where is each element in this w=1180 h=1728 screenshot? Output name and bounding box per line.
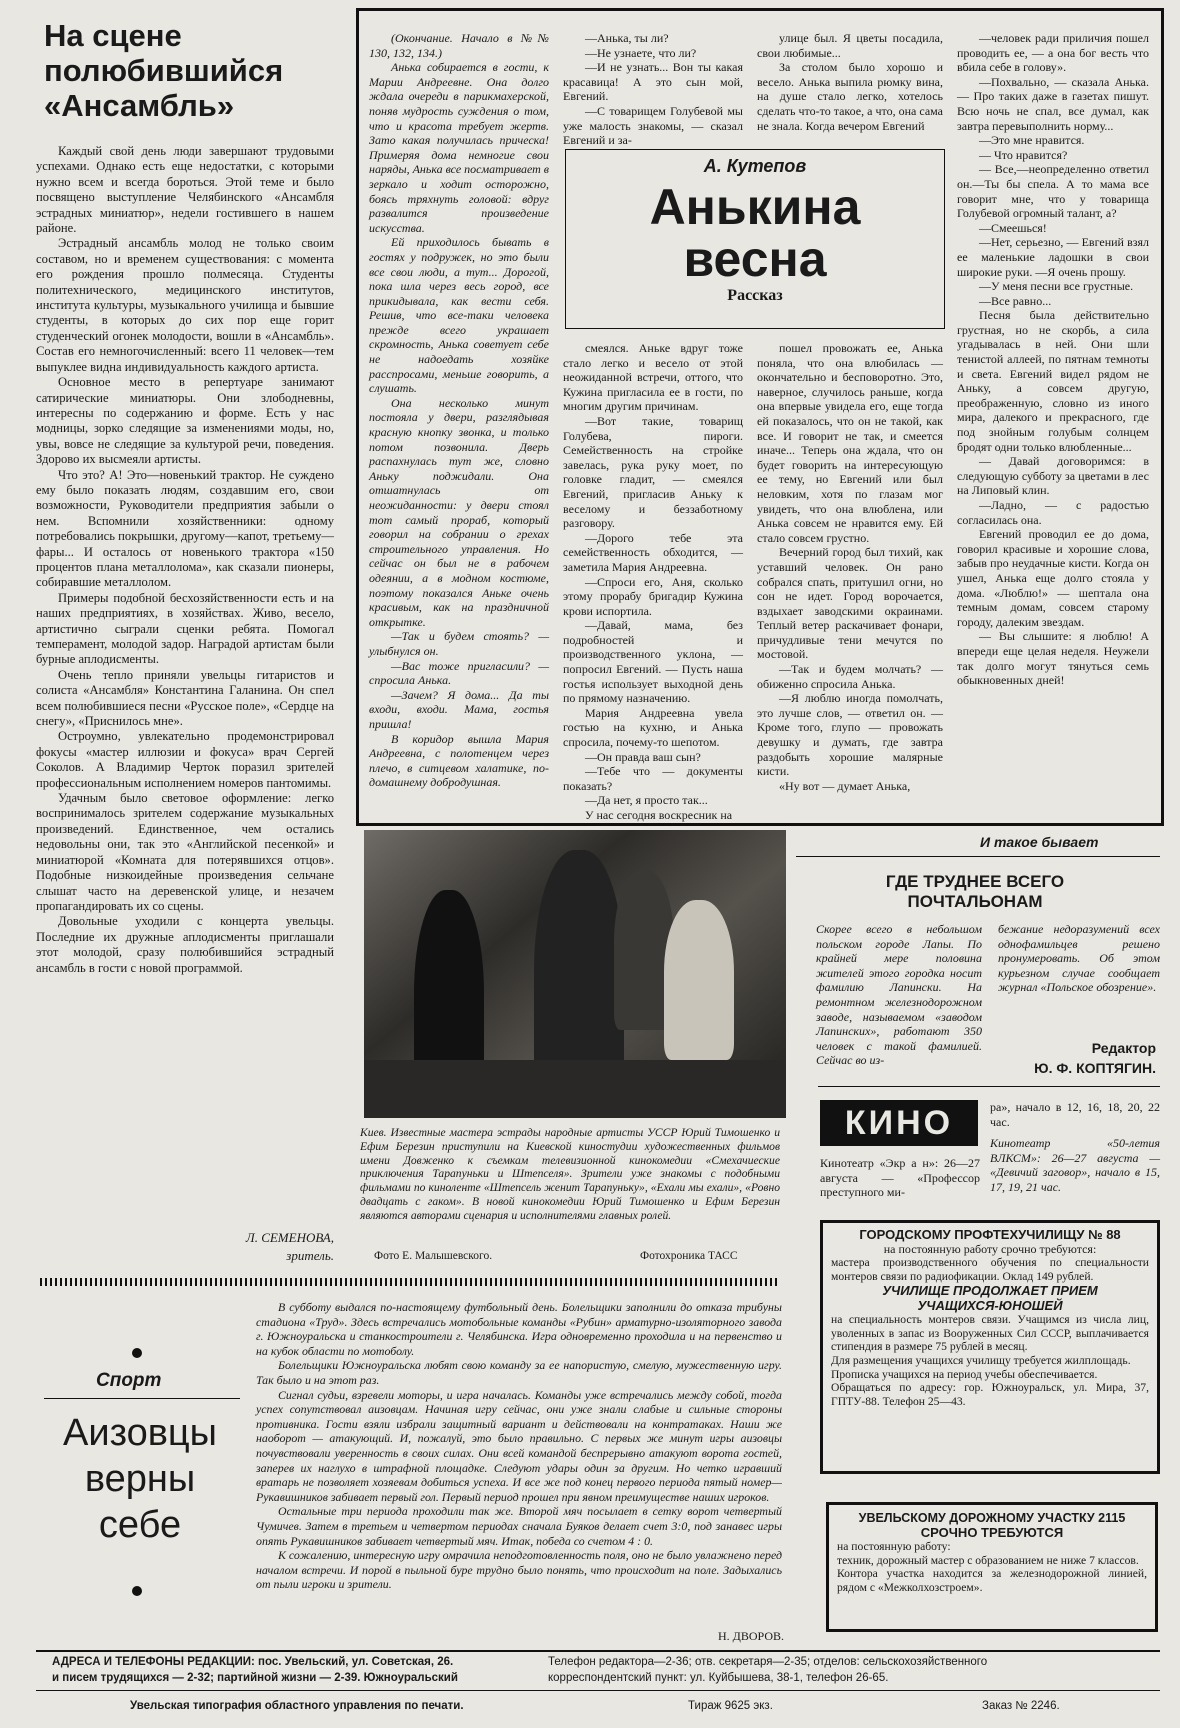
story-paragraph: —У меня песни все грустные.: [979, 279, 1134, 294]
ensemble-paragraph: Остроумно, увлекательно продемонстрировал фокусы «мастер иллюзии и фокуса» врач Сергей Соколов. А Владимир Черток поразил зрителей профессиональным исполнением номеров пантомимы.: [36, 729, 334, 790]
story-paragraph: —Похвально, — сказала Анька. — Про таких даже в газетах пишут. Всю ночь не спал, все думал, как завтра перевыполнить норму...: [957, 74, 1149, 133]
story-paragraph: Она несколько минут постояла у двери, разглядывая красную кнопку звонка, и только потом позвонила. Дверь распахнулась тут же, словно Аньку поджидали. Она отшатнулась от неожиданности: у двери стоял тот самый прораб, который говорил на собрании о грехах строительного управления. Но сейчас он был не в рабочем одеянии, а в модном костюме, поэтому показался Аньке очень красивым, как на праздничной открытке.: [369, 395, 549, 629]
kino-left: Кинотеатр «Экр а н»: 26—27 августа — «Профессор преступного ми-: [820, 1156, 980, 1200]
ensemble-author: Л. СЕМЕНОВА,: [245, 1230, 334, 1245]
road-line3: Контора участка находится за железнодорожной линией, рядом с «Межколхозстроем».: [837, 1567, 1147, 1594]
road-subtitle: СРОЧНО ТРЕБУЮТСЯ: [920, 1525, 1064, 1540]
pu88-line1: на постоянную работу срочно требуются:: [883, 1242, 1097, 1256]
sport-paragraph: Сигнал судьи, взревели моторы, и игра началась. Команды уже встречались между собой, тогда успех сопутствовал аизовцам. Начиная игру сейчас, они уже знали слабые и сильные стороны противника. Гости взяли избрали защитный вариант и действовали на контратаках. Наши же наоборот — атакующий. И, пожалуй, это было правильно. С первых же минут игры аизовцы почувствовали уверенность в своих силах. Они всей командой беспрерывно атакуют ворота гостей, заперев их наглухо в штрафной площадке. Следуют удары один за другим. Но четко игравший вратарь не позволяет хозяевам добиться успеха. И все же под конец первого периода пятый номер—Рукавишников забивает первый гол. Первый период прошел при явном преимуществе наших игроков.: [256, 1387, 782, 1504]
pu88-sub1: УЧИЛИЩЕ ПРОДОЛЖАЕТ ПРИЕМ: [882, 1283, 1098, 1299]
story-paragraph: пошел провожать ее, Анька поняла, что она влюбилась — окончательно и бесповоротно. Это, наверное, случилось раньше, когда она впервые увидела его, еще тогда ей показалось, что он не такой, как все. И говорит не так, и смеется иначе... Теперь она ждала, что он будет говорить на интересующую ее тему, но Евгений или был неловким, хотя по глазам мог увидеть, что она влюблена, или Анька совсем не нравится ему. Ей стало совсем грустно.: [757, 341, 943, 545]
story-paragraph: —Не узнаете, что ли?: [585, 45, 697, 60]
story-paragraph: —Спроси его, Аня, сколько этому прорабу бригадир Кужина крови испортила.: [563, 574, 743, 618]
sport-body: [256, 1300, 782, 1592]
ensemble-headline: На сцене полюбившийся «Ансамбль»: [44, 18, 284, 123]
sport-title-line1: Аизовцы: [63, 1412, 217, 1454]
story-paragraph: —И не узнать... Вон ты какая красавица! А это сын мой, Евгений.: [563, 60, 743, 104]
pu88-line6: Обращаться по адресу: гор. Южноуральск, ул. Мира, 37, ГПТУ-88. Телефон 25—43.: [831, 1381, 1149, 1408]
ensemble-paragraph: Основное место в репертуаре занимают сатирические миниатюры. Они злободневны, интересны по содержанию и форме. Есть у нас модницы, зорко следящие за изменениями моды, но, увы, вовсе не следящие за культурой речи, поведения. Здорово их высмеяли артисты.: [36, 375, 334, 467]
sport-title-line3: себе: [98, 1504, 182, 1546]
photo-actors: [364, 830, 786, 1118]
story-paragraph: —Да нет, я просто так...: [585, 793, 708, 808]
sport-divider: [40, 1278, 780, 1286]
postman-title: [810, 872, 1140, 912]
postman-rubric: И такое бывает: [980, 834, 1099, 850]
footer-address-left1: АДРЕСА И ТЕЛЕФОНЫ РЕДАКЦИИ: пос. Увельский, ул. Советская, 26.: [52, 1656, 454, 1668]
sport-title: [40, 1410, 240, 1548]
story-col4: [957, 31, 1149, 688]
story-paragraph: —Это мне нравится.: [979, 133, 1085, 148]
ensemble-body: [36, 144, 334, 976]
story-paragraph: —Давай, мама, без подробностей и производственного уклона, — попросил Евгений. — Пусть наша гостья использует выходной день по прямому назначению.: [563, 618, 743, 706]
story-paragraph: смеялся. Аньке вдруг тоже стало легко и весело от этой неожиданной встречи, оттого, что Кужина пригласила ее в гости, по многим другим причинам.: [563, 341, 743, 414]
story-paragraph: «Ну вот — думает Анька,: [779, 778, 911, 793]
story-paragraph: —Вас тоже пригласили? — спросила Анька.: [369, 658, 549, 688]
story-paragraph: Мария Андреевна увела гостью на кухню, и Анька спросила, почему-то шепотом.: [563, 705, 743, 750]
story-box: [356, 8, 1164, 826]
story-paragraph: Вечерний город был тихий, как уставший человек. Он рано собрался спать, притушил огни, но сон не идет. Город ворочается, вздыхает заводскими окраинами. Теплый ветер раскачивает фонари, причудливые тени мечутся по мостовой.: [757, 545, 943, 662]
pu88-line2: мастера производственного обучения по специальности монтеров связи по радиофикации. Оклад 149 рублей.: [831, 1256, 1149, 1283]
story-author: А. Кутепов: [703, 156, 807, 176]
editor-label: Редактор: [1091, 1040, 1156, 1056]
road-line2: техник, дорожный мастер с образованием не ниже 7 классов.: [837, 1553, 1139, 1567]
kino-right1: ра», начало в 12, 16, 18, 20, 22 час.: [990, 1100, 1160, 1129]
story-paragraph: За столом было хорошо и весело. Анька выпила рюмку вина, на душе стало легко, хотелось сделать что-то такое, а что, она сама не знала. Когда вечером Евгений: [757, 60, 943, 133]
story-paragraph: — Что нравится?: [979, 147, 1068, 162]
road-line1: на постоянную работу:: [837, 1540, 951, 1553]
pu88-title: ГОРОДСКОМУ ПРОФТЕХУЧИЛИЩУ № 88: [859, 1227, 1121, 1242]
sport-paragraph: К сожалению, интересную игру омрачила неподготовленность поля, оно не было увлажнено перед началом встречи. И порой в пыльной буре трудно было понять, что происходит на поле. Задыхались от пыли игроки и зрители.: [256, 1548, 782, 1592]
story-paragraph: улице был. Я цветы посадила, свои любимые...: [757, 31, 943, 60]
story-paragraph: —С товарищем Голубевой мы уже малость знакомы, — сказал Евгений и за-: [563, 103, 743, 148]
sport-paragraph: В субботу выдался по-настоящему футбольный день. Болельщики заполнили до отказа трибуны стадиона «Труд». Здесь встречались мотобольные команды «Рубин» арматурно-изоляторного завода г. Южноуральска и станкостроители г. Челябинска. Игра одновременно проходила и на первенство и на кубок области по мотоболу.: [256, 1300, 782, 1358]
story-paragraph: —человек ради приличия пошел проводить ее, — а она бог весть что вбила себе в голову».: [957, 31, 1149, 75]
pu88-line5: Прописка учащихся на период учебы обеспечивается.: [831, 1367, 1098, 1381]
sport-rubric: Спорт: [96, 1370, 162, 1391]
story-paragraph: —Я люблю иногда помолчать, это лучше слов, — ответил он. —Кроме того, глупо — провожать девушку и думать, где завтра раздобыть хорошие малярные кисти.: [757, 691, 943, 779]
footer-address-right2: корреспондентский пункт: ул. Куйбышева, 38-1, телефон 26-65.: [548, 1672, 889, 1684]
footer-address-left2: и писем трудящихся — 2-32; партийной жизни — 2-39. Южноуральский: [52, 1672, 458, 1684]
kino-logo: КИНО: [820, 1100, 978, 1146]
sport-author: Н. ДВОРОВ.: [717, 1629, 784, 1643]
story-col2b: [563, 341, 743, 823]
story-col1: [369, 31, 549, 790]
postman-title-line2: ПОЧТАЛЬОНАМ: [907, 892, 1043, 911]
story-paragraph: — Давай договоримся: в следующую субботу за цветами в лес на Липовый клин.: [957, 454, 1149, 498]
ensemble-paragraph: Каждый свой день люди завершают трудовыми успехами. Однако есть еще недостатки, с которыми нужно всем и всегда бороться. Этой теме и было посвящено выступление Челябинского «Ансамбля эстрадных миниатюр», недели гостившего в нашем районе.: [36, 144, 334, 236]
ensemble-paragraph: Очень тепло приняли увельцы гитаристов и солиста «Ансамбля» Константина Галанина. Он спел всем полюбившиеся песни «Русское поле», «Сердце на снегу», «Приснилось мне».: [36, 667, 334, 729]
editor-name: Ю. Ф. КОПТЯГИН.: [1034, 1060, 1156, 1076]
footer-print-right: Заказ № 2246.: [982, 1700, 1060, 1712]
story-title-line1: Анькина: [649, 179, 861, 235]
story-paragraph: У нас сегодня воскресник на: [585, 808, 733, 822]
footer-address-right1: Телефон редактора—2-36; отв. секретаря—2-35; отделов: сельскохозяйственного: [548, 1656, 988, 1668]
photo-credit-left: Фото Е. Малышевского.: [374, 1250, 493, 1262]
story-paragraph: Ей приходилось бывать в гостях у подружек, но это были все свои люди, а тут... Дорогой, пока шла через весь город, все прикидывала, как вести себя. Решив, что все-таки человека прежде всего украшает скромность, Анька советует себе не надоедать хозяйке расспросами, меньше говорить, а слушать.: [369, 235, 549, 396]
postman-col2: бежание недоразумений всех однофамильцев решено пронумеровать. Об этом курьезном случае сообщает журнал «Польское обозрение».: [998, 922, 1160, 995]
story-paragraph: —Все равно...: [979, 293, 1052, 308]
story-paragraph: —Он правда ваш сын?: [585, 749, 701, 764]
story-paragraph: —Дорого тебе эта семейственность обходится, — заметила Мария Андреевна.: [563, 530, 743, 574]
bullet: [132, 1586, 142, 1596]
story-paragraph: —Смеешься!: [979, 220, 1047, 235]
story-paragraph: (Окончание. Начало в №№ 130, 132, 134.): [369, 31, 549, 60]
story-paragraph: —Так и будем молчать? —обиженно спросила Анька.: [757, 662, 943, 691]
photo-caption: Киев. Известные мастера эстрады народные артисты УССР Юрий Тимошенко и Ефим Березин приступили на Киевской киностудии художественных фильмов имени Довженко к съемкам телевизионной кинокомедии «Смехачиеские приключения Тарапуньки и Штепселя». Зрители уже знакомы с подобными фильмами по киноленте «Штепсель женит Тарапуньку», «Ехали мы ехали», «Ровно двадцать с гаком». В новой кинокомедии Юрий Тимошенко и Ефим Березин являются авторами сценария и исполнителями главных ролей.: [360, 1126, 780, 1222]
story-paragraph: —Так и будем стоять? — улыбнулся он.: [369, 629, 549, 658]
pu88-sub2: УЧАЩИХСЯ-ЮНОШЕЙ: [917, 1298, 1063, 1314]
ensemble-paragraph: Довольные уходили с концерта увельцы. Последние их дружные аплодисменты приглашали этот молодой, сразу полюбившийся эстрадный ансамбль в гости с новой программой.: [36, 914, 334, 975]
story-paragraph: Песня была действительно грустная, но не скорбь, а сила угадывалась в ней. Они шли тенистой аллеей, по пятнам темноты и света. Евгений видел рядом не Аньку, а совсем другую, преображенную, словно из иного мира, далекого и прекрасного, где под знойным голубым солнцем бродят одни только влюбленные...: [957, 308, 1149, 454]
ensemble-paragraph: Эстрадный ансамбль молод не только своим составом, но и временем существования: с момента его рождения прошло полмесяца. Студенты политехнического, медицинского институтов, института культуры, музыкального училища и бывшие студенты, в которых до сих пор еще горит студенческий огонек молодости, вошли в «Ансамбль». Состав его немногочисленный: всего 11 человек—тем выпуклее видна индивидуальность каждого артиста.: [36, 236, 334, 374]
road-title: УВЕЛЬСКОМУ ДОРОЖНОМУ УЧАСТКУ 2115: [858, 1511, 1126, 1525]
story-col2a: [563, 31, 743, 148]
pu88-line3: на специальность монтеров связи. Учащимся из числа лиц, уволенных в запас из Вооруженных Сил СССР, выплачивается стипендия в размере 75 рублей в месяц.: [831, 1313, 1149, 1354]
story-paragraph: — Вы слышите: я люблю! А впереди еще целая неделя. Неужели так долго могут тянуться семь обыкновенных дней!: [957, 629, 1149, 688]
footer-print-left: Увельская типография областного управления по печати.: [130, 1700, 464, 1712]
footer-print-mid: Тираж 9625 экз.: [688, 1700, 773, 1712]
postman-title-line1: ГДЕ ТРУДНЕЕ ВСЕГО: [885, 872, 1065, 891]
story-paragraph: Анька собирается в гости, к Марии Андреевне. Она долго ждала очереди в парикмахерской, поняв мудрость суждения о том, что и красота требует жертв. Зато какая получилась прическа! Примеряя дома немногие свои наряды, Анька все посматривает в зеркало и ходит осторожно, боясь тряхнуть головой: вдруг развалится произведение искусства.: [369, 60, 549, 235]
story-paragraph: —Вот такие, товарищ Голубева, пироги. Семейственность на стройке завелась, рука руку моет, по головке гладит, — смеялся Евгений, пригласив Аньку к веселому и беззаботному разговору.: [563, 413, 743, 531]
story-paragraph: —Ладно, — с радостью согласилась она.: [957, 498, 1149, 527]
ensemble-paragraph: Удачным было световое оформление: легко воспринималось зрителем содержание музыкальных произведений. Единственное, чем остались недовольны они, так это «Английской песенкой» и миниатюрой «Комната для потерявшихся отцов». Подобные низкоидейные произведения сельчане слышат часто на деревенской улице, и незачем пропагандировать их со сцены.: [36, 791, 334, 913]
ensemble-author-role: зритель.: [286, 1248, 334, 1263]
road-ad: [826, 1502, 1158, 1632]
sport-title-line2: верны: [84, 1458, 196, 1500]
story-paragraph: —Анька, ты ли?: [585, 31, 669, 45]
bullet: [132, 1348, 142, 1358]
story-title-line2: весна: [683, 231, 827, 287]
kino-right2: Кинотеатр «50-летия ВЛКСМ»: 26—27 августа — «Девичий заговор», начало в 15, 17, 19, 21 час.: [990, 1136, 1160, 1194]
photo-credit-right: Фотохроника ТАСС: [640, 1250, 738, 1262]
story-col3a: [757, 31, 943, 133]
story-title-box: [565, 149, 945, 329]
sport-paragraph: Остальные три периода проходили так же. Второй мяч посылает в сетку ворот четвертый Чумичев. Затем в третьем и четвертом периодах сначала Буяков делает счет 3:0, под занавес игры опять Рукавишников забивает четвертый мяч. Итак, победа со счетом 4 : 0.: [256, 1504, 782, 1548]
ensemble-paragraph: Примеры подобной бесхозяйственности есть и на наших предприятиях, в хозяйствах. Живо, весело, артистично сыграли сценки ребята. Помогал темперамент, молодой задор. Наградой артистам были бурные аплодисменты.: [36, 590, 334, 667]
story-paragraph: — Все,—неопределенно ответил он.—Ты бы спела. А то мама все говорит мне, что у товарища Голубевой огромный талант, а?: [957, 162, 1149, 221]
story-paragraph: —Нет, серьезно, — Евгений взял ее маленькие ладошки в свои широкие руки. —Я очень прошу.: [957, 235, 1149, 279]
story-col3b: [757, 341, 943, 793]
postman-col1: Скорее всего в небольшом польском городе Лапы. По крайней мере половина жителей этого городка носит фамилию Лапински. На ремонтном железнодорожном заводе, называемом «заводом Лапинских», работают 350 человек с такой фамилией. Сейчас во из-: [816, 922, 982, 1068]
story-paragraph: В коридор вышла Мария Андреевна, с полотенцем через плечо, в ситцевом халатике, по-домашнему добродушная.: [369, 731, 549, 790]
sport-paragraph: Болельщики Южноуральска любят свою команду за ее напористую, смелую, мужественную игру. Так было и на этот раз.: [256, 1358, 782, 1387]
story-genre: Рассказ: [727, 287, 783, 304]
story-paragraph: —Тебе что — документы показать?: [563, 764, 743, 793]
pu88-ad: [820, 1220, 1160, 1474]
pu88-line4: Для размещения учащихся училищу требуется жилплощадь.: [831, 1353, 1131, 1367]
story-paragraph: Евгений проводил ее до дома, говорил красивые и хорошие слова, забыв про неудачные кисти. Когда он ушел, Анька еще долго стояла у дома. «Люблю!» — шептала она темным домам, совсем старому городу, далеким звездам.: [957, 527, 1149, 629]
ensemble-paragraph: Что это? А! Это—новенький трактор. Не суждено ему было показать людям, создавшим его, свои возможности, Руководители предприятия забыли о нем. Вспомнили хозяйственники: одному потребовались покрышки, другому—капот, третьему—фары... И осталось от новенького трактора «150 процентов плана металлолома», как сказали пионеры, собиравшие металлолом.: [36, 467, 334, 590]
story-paragraph: —Зачем? Я дома... Да ты входи, входи. Мама, гостья пришла!: [369, 687, 549, 731]
